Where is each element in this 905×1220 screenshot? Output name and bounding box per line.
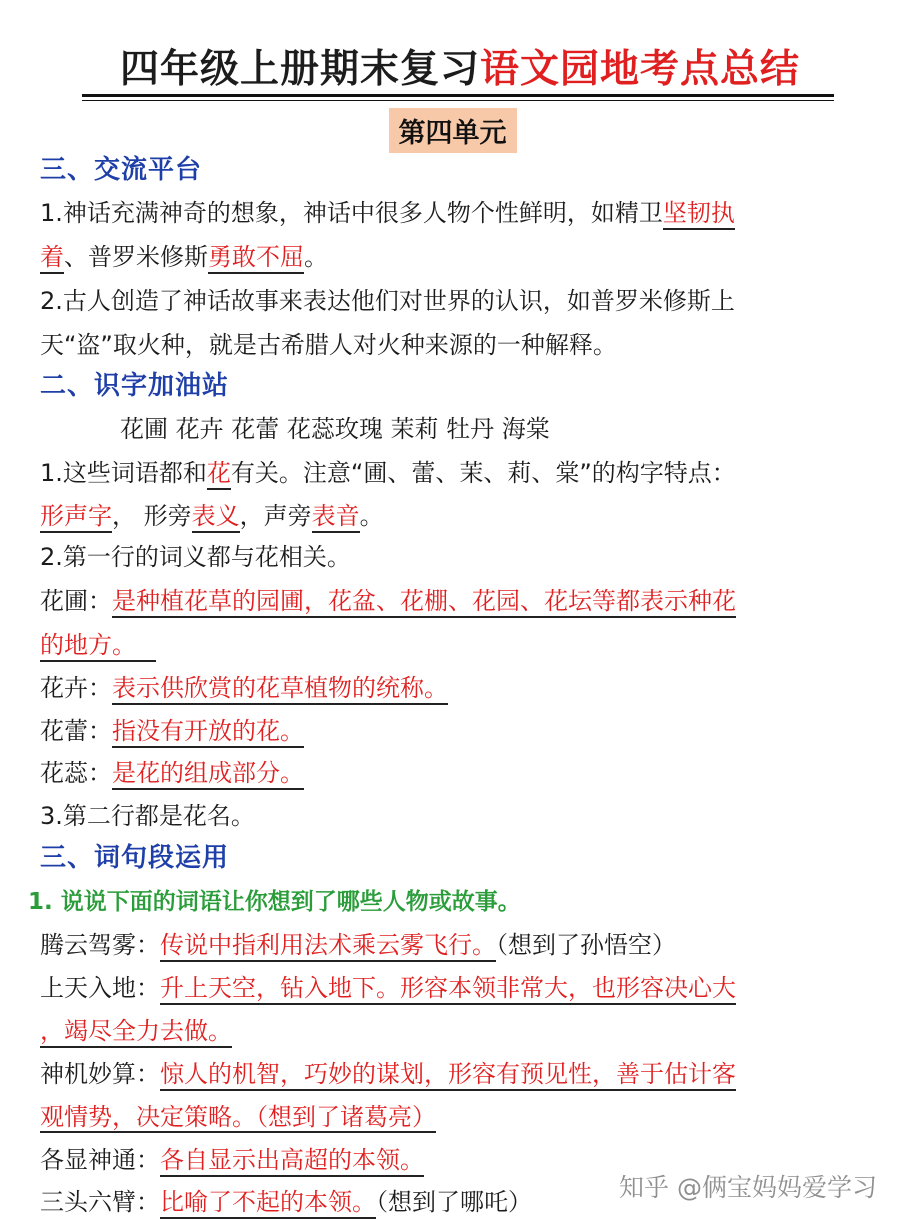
idiom-shenjimiaosuan-cont: 观情势，决定策略。（想到了诸葛亮） [40, 1103, 436, 1131]
idiom-shangtianrudi: 上天入地：升上天空，钻入地下。形容本领非常大，也形容决心大 [40, 970, 736, 1006]
literacy-point-3: 3.第二行都是花名。 [40, 802, 255, 830]
unit-badge: 第四单元 [389, 108, 517, 153]
definition-hualei: 花蕾：指没有开放的花。 [40, 713, 304, 749]
title-black: 四年级上册期末复习 [119, 47, 480, 92]
exchange-paragraph-2: 2.古人创造了神话故事来表达他们对世界的认识，如普罗米修斯上 [40, 287, 735, 315]
watermark: 知乎 @俩宝妈妈爱学习 [619, 1173, 877, 1202]
literacy-point-1-cont: 形声字， 形旁表义，声旁表音。 [40, 498, 384, 534]
title-red: 语文园地考点总结 [480, 47, 801, 92]
definition-huarui: 花蕊：是花的组成部分。 [40, 755, 304, 791]
idiom-gexianshentong: 各显神通：各自显示出高超的本领。 [40, 1142, 424, 1178]
idiom-shangtianrudi-cont: ，竭尽全力去做。 [40, 1013, 232, 1049]
section-heading-literacy: 二、识字加油站 [40, 371, 230, 401]
definition-huapu-cont: 的地方。 [40, 627, 156, 663]
definition-huahui: 花卉：表示供欣赏的花草植物的统称。 [40, 670, 448, 706]
title-block [80, 38, 840, 98]
page-title [120, 38, 800, 98]
idiom-tengyunjiawu: 腾云驾雾：传说中指利用法术乘云雾飞行。（想到了孙悟空） [40, 927, 676, 963]
flower-word-list: 花圃 花卉 花蕾 花蕊玫瑰 茉莉 牡丹 海棠 [120, 415, 550, 443]
section-heading-usage: 三、词句段运用 [40, 843, 230, 873]
title-rule-thin [82, 100, 834, 101]
idiom-santouliubi: 三头六臂：比喻了不起的本领。（想到了哪吒） [40, 1184, 532, 1220]
usage-question-1: 1. 说说下面的词语让你想到了哪些人物或故事。 [28, 889, 521, 915]
literacy-point-2: 2.第一行的词义都与花相关。 [40, 543, 351, 571]
idiom-shenjimiaosuan: 神机妙算：惊人的机智，巧妙的谋划，形容有预见性，善于估计客 [40, 1056, 736, 1092]
section-heading-exchange: 三、交流平台 [40, 155, 203, 185]
title-rule-thick [82, 94, 834, 97]
literacy-point-1: 1.这些词语都和花有关。注意“圃、蕾、茉、莉、棠”的构字特点： [40, 455, 736, 491]
exchange-paragraph-1: 1.神话充满神奇的想象，神话中很多人物个性鲜明，如精卫坚韧执 [40, 195, 735, 231]
exchange-paragraph-2-cont: 天“盗”取火种，就是古希腊人对火种来源的一种解释。 [40, 331, 617, 359]
exchange-paragraph-1-cont: 着、普罗米修斯勇敢不屈。 [40, 239, 328, 275]
definition-huapu: 花圃：是种植花草的园圃，花盆、花棚、花园、花坛等都表示种花 [40, 583, 736, 619]
